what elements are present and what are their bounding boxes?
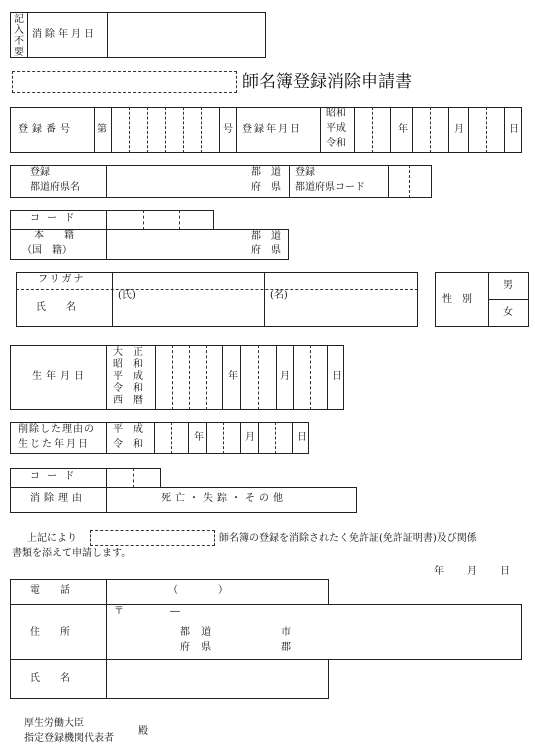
furigana-field[interactable]	[113, 273, 417, 288]
address-gun: 郡	[281, 642, 291, 653]
deletion-date-label: 消除年月日	[32, 29, 97, 40]
addressee-line2: 指定登録機関代表者	[24, 733, 114, 744]
applicant-name-label: 氏 名	[30, 673, 70, 684]
reason-date-label-line2: 生じた年月日	[18, 439, 90, 450]
address-field[interactable]	[107, 605, 521, 659]
reason-day-label: 日	[297, 432, 307, 443]
birth-day-label: 日	[332, 371, 342, 382]
prefecture-label-line1: 登録	[30, 167, 50, 178]
registration-day-label: 日	[509, 124, 519, 135]
prefecture-todo: 都 道	[251, 167, 281, 178]
phone-field[interactable]	[107, 580, 328, 604]
not-required-label: 記入不要	[14, 14, 24, 58]
reason-era-heisei: 平 成	[113, 424, 143, 435]
postal-mark: 〒	[114, 606, 124, 617]
honseki-field[interactable]	[107, 230, 247, 259]
address-label: 住 所	[30, 627, 70, 638]
addressee-line1: 厚生労働大臣	[24, 718, 84, 729]
prefecture-label-line2: 都道府県名	[30, 182, 80, 193]
prefecture-code-label-line1: 登録	[295, 167, 315, 178]
statement-suffix: 師名簿の登録を消除されたく免許証(免許証明書)及び関係	[219, 533, 477, 544]
address-fuken: 府 県	[180, 642, 216, 653]
honseki-label-line1: 本 籍	[34, 230, 74, 241]
birth-date-field[interactable]	[156, 346, 343, 409]
application-day-label: 日	[500, 566, 510, 577]
statement-line2: 書類を添えて申請します。	[12, 548, 132, 559]
address-todo: 都 道	[180, 627, 216, 638]
prefecture-code-label-line2: 都道府県コード	[295, 182, 365, 193]
birth-era-showa: 昭 和	[113, 359, 143, 370]
statement-profession-field[interactable]	[90, 530, 215, 546]
reason-month-label: 月	[245, 432, 255, 443]
form-title: 師名簿登録消除申請書	[242, 72, 412, 92]
registration-month-label: 月	[454, 124, 464, 135]
registration-era-reiwa: 令和	[326, 138, 346, 149]
birth-era-seireki: 西 暦	[113, 395, 143, 406]
application-month-label: 月	[467, 566, 477, 577]
reason-code-label: コ ー ド	[30, 471, 77, 482]
birth-era-reiwa: 令 和	[113, 383, 143, 394]
reason-date-label-line1: 削除した理由の	[18, 424, 95, 435]
name-label: 氏 名	[36, 302, 76, 313]
honseki-todo: 都 道	[251, 231, 281, 242]
prefecture-code-field[interactable]	[389, 166, 431, 197]
registration-era-showa: 昭和	[326, 108, 346, 119]
registration-date-label: 登録年月日	[242, 124, 302, 135]
registration-date-field[interactable]	[355, 108, 521, 152]
reason-date-field[interactable]	[155, 423, 308, 453]
birth-date-label: 生年月日	[32, 371, 88, 382]
sex-female-option[interactable]: 女	[503, 307, 513, 318]
prefecture-fuken: 府 県	[251, 182, 281, 193]
reason-era-reiwa: 令 和	[113, 439, 143, 450]
reason-label: 消除理由	[30, 493, 86, 504]
deletion-date-field[interactable]	[108, 13, 265, 57]
registration-number-field[interactable]	[112, 108, 218, 152]
given-name-field[interactable]	[265, 290, 417, 326]
prefecture-name-field[interactable]	[107, 166, 247, 197]
honseki-fuken: 府 県	[251, 245, 281, 256]
honseki-code-label: コ ー ド	[30, 213, 77, 224]
birth-era-taisho: 大 正	[113, 347, 143, 358]
profession-name-field[interactable]	[12, 71, 237, 93]
honseki-label-line2: （国 籍）	[22, 245, 72, 256]
registration-year-label: 年	[398, 124, 408, 135]
addressee-honorific: 殿	[138, 726, 148, 737]
given-name-marker: (名)	[270, 290, 288, 301]
sex-male-option[interactable]: 男	[503, 280, 513, 291]
birth-year-label: 年	[228, 371, 238, 382]
address-shi: 市	[281, 627, 291, 638]
reason-code-field[interactable]	[107, 469, 160, 487]
registration-number-label: 登録番号	[18, 124, 74, 135]
surname-field[interactable]	[113, 290, 263, 326]
postal-dash: ―	[170, 606, 180, 617]
application-year-label: 年	[434, 566, 444, 577]
dai-label: 第	[97, 124, 107, 135]
go-label: 号	[223, 124, 233, 135]
honseki-code-field[interactable]	[107, 211, 213, 229]
sex-label: 性 別	[442, 294, 472, 305]
furigana-label: フリガナ	[38, 274, 86, 285]
phone-paren: （ ）	[168, 585, 228, 596]
surname-marker: (氏)	[118, 290, 136, 301]
birth-era-heisei: 平 成	[113, 371, 143, 382]
birth-month-label: 月	[280, 371, 290, 382]
statement-prefix: 上記により	[27, 533, 77, 544]
applicant-name-field[interactable]	[107, 660, 328, 698]
reason-year-label: 年	[194, 432, 204, 443]
reason-options[interactable]: 死亡・失踪・その他	[161, 493, 287, 504]
phone-label: 電 話	[30, 585, 70, 596]
registration-era-heisei: 平成	[326, 123, 346, 134]
